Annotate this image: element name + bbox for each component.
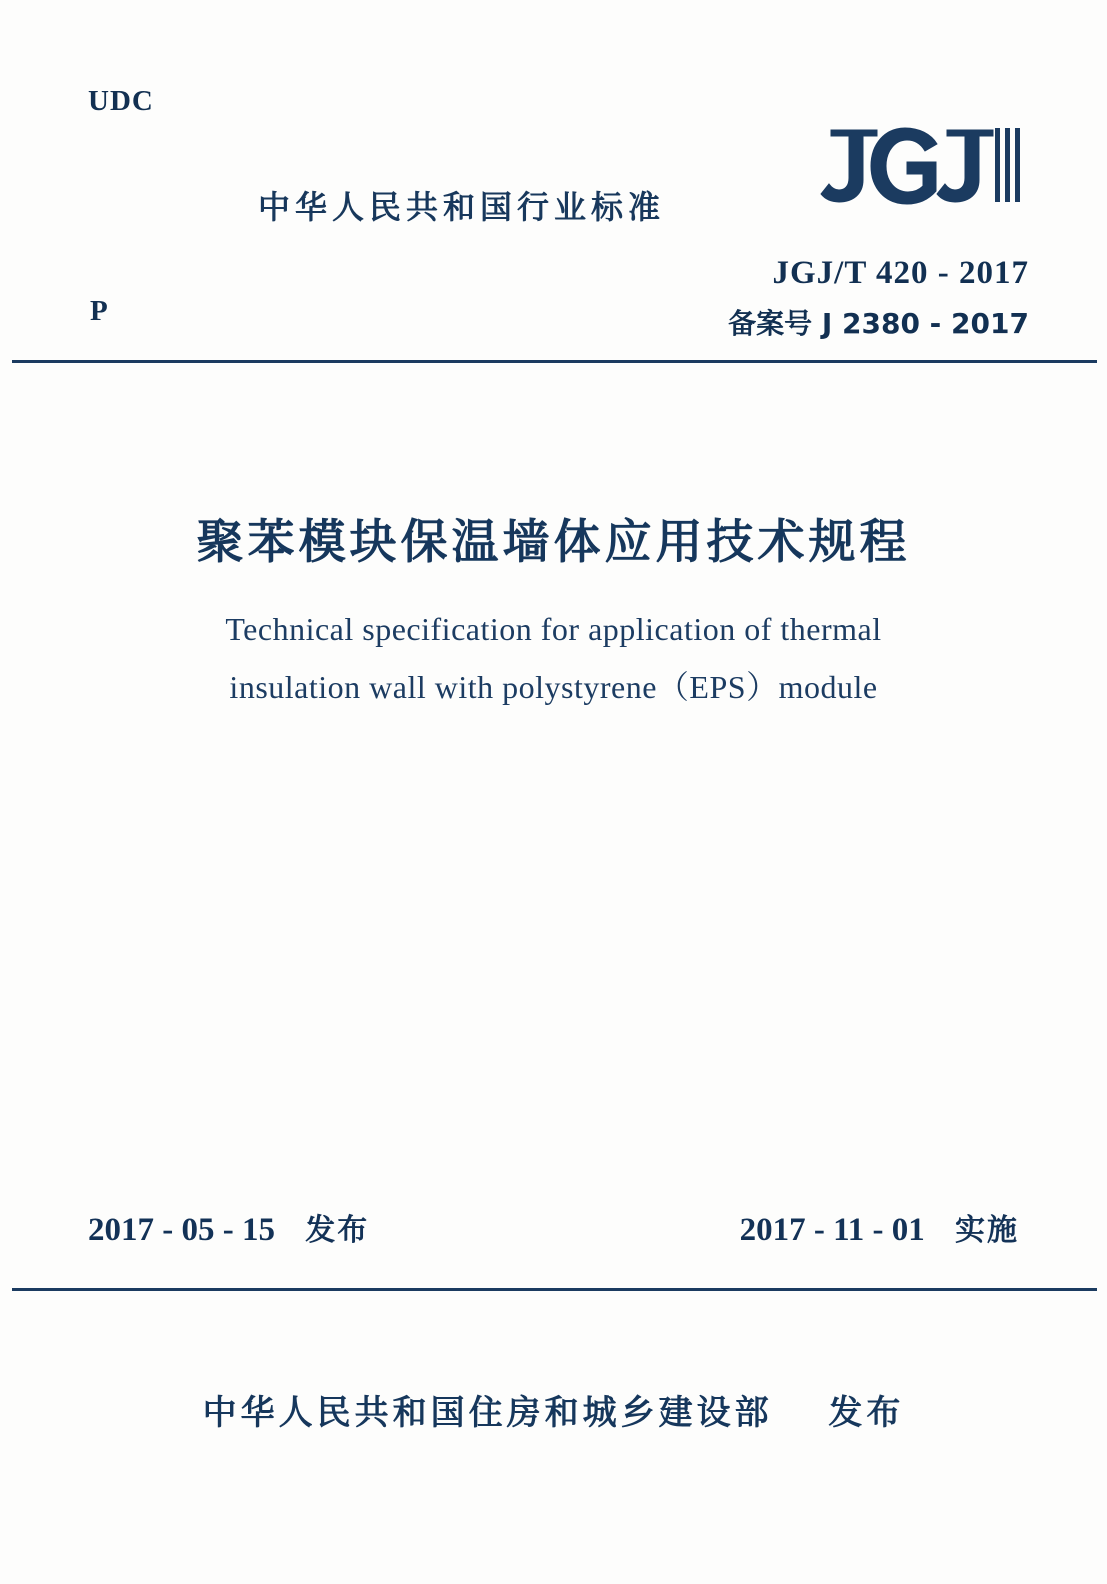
issue-label: 发布 — [305, 1213, 370, 1248]
ministry-standard-line: 中华人民共和国行业标准 — [258, 188, 666, 226]
issue-date: 2017 - 05 - 15 — [88, 1212, 275, 1248]
effective-date: 2017 - 11 - 01 — [739, 1212, 925, 1248]
udc-label: UDC — [88, 85, 154, 117]
divider-top — [12, 360, 1097, 363]
issue-date-block — [88, 1205, 369, 1249]
effective-label: 实施 — [955, 1213, 1019, 1248]
effective-date-block — [740, 1205, 1019, 1249]
publisher-name: 中华人民共和国住房和城乡建设部 — [202, 1393, 773, 1433]
jgj-logo-icon — [819, 122, 1039, 212]
title-english-line2: insulation wall with polystyrene（EPS）module — [229, 669, 878, 705]
title-english-line1: Technical specification for application of thermal — [225, 611, 882, 647]
publisher-verb: 发布 — [828, 1393, 905, 1433]
standard-code: JGJ/T 420 - 2017 — [772, 255, 1029, 291]
publisher-line — [0, 1385, 1107, 1434]
record-code: 备案号 J 2380 - 2017 — [728, 307, 1029, 340]
divider-bottom — [12, 1288, 1097, 1291]
classification-mark: P — [90, 295, 108, 327]
title-chinese: 聚苯模块保温墙体应用技术规程 — [196, 515, 911, 570]
date-row — [0, 1205, 1107, 1249]
title-english — [0, 600, 1107, 716]
